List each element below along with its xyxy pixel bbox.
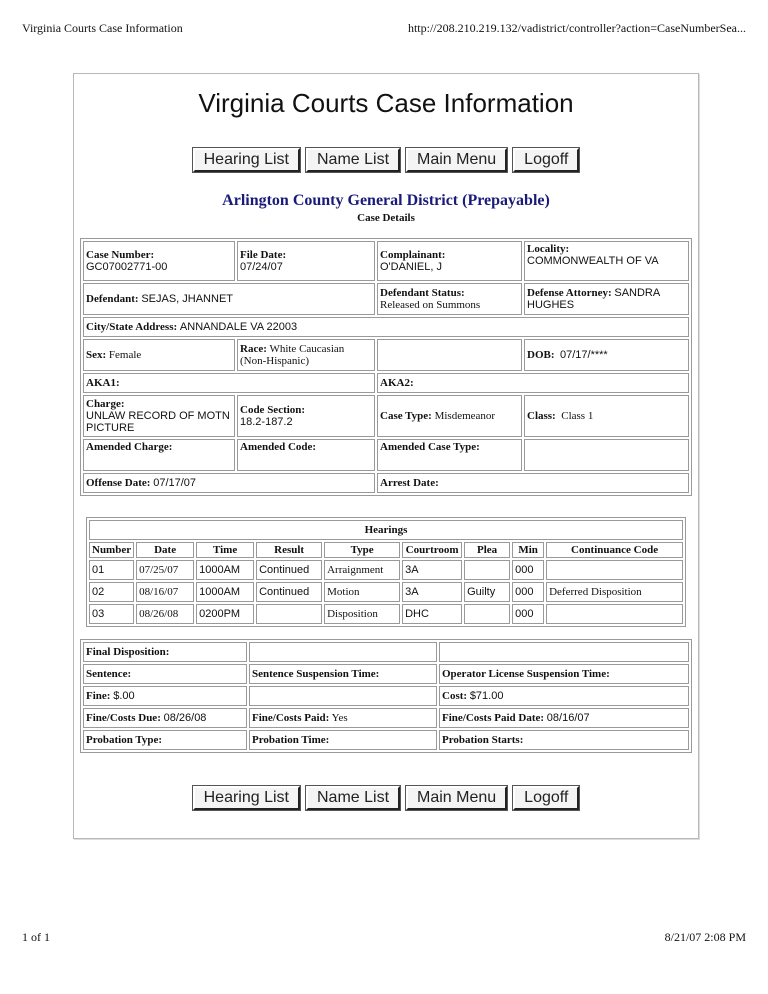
cell: Guilty [464,582,510,602]
cell: 03 [89,604,134,624]
probation-starts-cell: Probation Starts: [439,730,689,750]
cell: 08/16/07 [136,582,194,602]
cell: Deferred Disposition [546,582,683,602]
cell: 3A [402,582,462,602]
case-details-table [80,238,692,496]
cell [546,604,683,624]
table-row [83,664,689,684]
table-row [89,520,683,540]
address: ANNANDALE VA 22003 [179,321,298,333]
dob: 07/17/**** [560,349,608,361]
cell: Disposition [324,604,400,624]
sex: Female [108,349,142,361]
bottom-nav [74,786,698,810]
empty-cell [249,686,437,706]
amended-charge-cell: Amended Charge: [83,439,235,471]
complainant-cell: Complainant: O'DANIEL, J [377,241,522,281]
cell [464,604,510,624]
table-row [83,283,689,315]
hearings-header-row [89,542,683,558]
page-title: Virginia Courts Case Information [198,88,574,118]
table-row [83,642,689,662]
name-list-button[interactable]: Name List [306,786,400,810]
hearing-list-button[interactable]: Hearing List [193,786,300,810]
cell: 000 [512,560,544,580]
cell: 01 [89,560,134,580]
column-header: Plea [464,542,510,558]
sex-cell: Sex: Female [83,339,235,371]
cost-cell: Cost: $71.00 [439,686,689,706]
amended-case-type-cell: Amended Case Type: [377,439,522,471]
cell [546,560,683,580]
cell: 08/26/08 [136,604,194,624]
print-datetime: 8/21/07 2:08 PM [664,930,746,944]
column-header: Result [256,542,322,558]
table-row [83,708,689,728]
cell: Continued [256,582,322,602]
logoff-button[interactable]: Logoff [513,786,579,810]
defendant-status-cell: Defendant Status: Released on Summons [377,283,522,315]
fine-costs-paid-date: 08/16/07 [546,712,590,724]
defense-attorney: SANDRA HUGHES [527,287,660,311]
arrest-date-cell: Arrest Date: [377,473,689,493]
locality: COMMONWEALTH OF VA [527,255,659,267]
cell: Motion [324,582,400,602]
column-header: Continuance Code [546,542,683,558]
case-type: Misdemeanor [434,410,496,422]
case-type-cell: Case Type: Misdemeanor [377,395,522,437]
aka2-cell: AKA2: [377,373,689,393]
probation-time-cell: Probation Time: [249,730,437,750]
sentence-cell: Sentence: [83,664,247,684]
table-row [83,730,689,750]
cell: 000 [512,582,544,602]
operator-license-cell: Operator License Suspension Time: [439,664,689,684]
race: White Caucasian (Non-Hispanic) [240,343,345,367]
fine-costs-paid: Yes [331,712,348,724]
empty-cell [524,439,689,471]
cost: $71.00 [469,690,504,702]
table-row [83,439,689,471]
sentence-suspension-cell: Sentence Suspension Time: [249,664,437,684]
class: Class 1 [561,410,594,422]
print-header-url: http://208.210.219.132/vadistrict/controller?action=CaseNumberSea... [407,21,746,35]
page-count: 1 of 1 [22,930,50,944]
file-date-cell: File Date: 07/24/07 [237,241,375,281]
top-nav [74,148,698,172]
table-row [83,241,689,281]
defendant-status: Released on Summons [380,299,481,311]
page-frame [73,73,699,839]
cell: 07/25/07 [136,560,194,580]
amended-code-cell: Amended Code: [237,439,375,471]
table-row [89,582,683,602]
court-name: Arlington County General District (Prepayable) [222,192,550,209]
cell [256,604,322,624]
fine: $.00 [113,690,135,702]
logoff-button[interactable]: Logoff [513,148,579,172]
aka1-cell: AKA1: [83,373,375,393]
code-section: 18.2-187.2 [240,416,293,428]
case-number: GC07002771-00 [86,261,168,273]
class-cell: Class: Class 1 [524,395,689,437]
code-section-cell: Code Section: 18.2-187.2 [237,395,375,437]
cell: 02 [89,582,134,602]
case-details-heading: Case Details [357,212,415,224]
defendant: SEJAS, JHANNET [141,293,233,305]
print-header [22,21,746,36]
probation-type-cell: Probation Type: [83,730,247,750]
cell [464,560,510,580]
address-cell: City/State Address: ANNANDALE VA 22003 [83,317,689,337]
case-number-cell: Case Number: GC07002771-00 [83,241,235,281]
column-header: Date [136,542,194,558]
hearings-title: Hearings [89,520,683,540]
disposition-table [80,639,692,753]
empty-cell [249,642,437,662]
charge: UNLAW RECORD OF MOTN PICTURE [86,410,230,434]
empty-cell [439,642,689,662]
cell: 1000AM [196,560,254,580]
cell: 3A [402,560,462,580]
table-row [89,560,683,580]
table-row [83,395,689,437]
table-row [83,686,689,706]
table-row [83,473,689,493]
print-footer [22,930,746,945]
complainant: O'DANIEL, J [380,261,443,273]
final-disposition-cell: Final Disposition: [83,642,247,662]
fine-costs-due: 08/26/08 [163,712,207,724]
fine-costs-due-cell: Fine/Costs Due: 08/26/08 [83,708,247,728]
charge-cell: Charge: UNLAW RECORD OF MOTN PICTURE [83,395,235,437]
column-header: Time [196,542,254,558]
name-list-button[interactable]: Name List [306,148,400,172]
cell: Continued [256,560,322,580]
cell: Arraignment [324,560,400,580]
cell: 000 [512,604,544,624]
table-row [83,317,689,337]
offense-date-cell: Offense Date: 07/17/07 [83,473,375,493]
table-row [83,339,689,371]
fine-costs-paid-cell: Fine/Costs Paid: Yes [249,708,437,728]
dob-cell: DOB: 07/17/**** [524,339,689,371]
table-row [89,604,683,624]
locality-cell: Locality: COMMONWEALTH OF VA [524,241,689,281]
main-menu-button[interactable]: Main Menu [406,786,507,810]
race-cell: Race: White Caucasian (Non-Hispanic) [237,339,375,371]
table-row [83,373,689,393]
cell: DHC [402,604,462,624]
defense-attorney-cell: Defense Attorney: SANDRA HUGHES [524,283,689,315]
column-header: Type [324,542,400,558]
cell: 0200PM [196,604,254,624]
column-header: Courtroom [402,542,462,558]
cell: 1000AM [196,582,254,602]
file-date: 07/24/07 [240,261,283,273]
main-menu-button[interactable]: Main Menu [406,148,507,172]
empty-cell [377,339,522,371]
fine-cell: Fine: $.00 [83,686,247,706]
fine-costs-paid-date-cell: Fine/Costs Paid Date: 08/16/07 [439,708,689,728]
defendant-cell: Defendant: SEJAS, JHANNET [83,283,375,315]
hearings-table [86,517,686,627]
hearing-list-button[interactable]: Hearing List [193,148,300,172]
offense-date: 07/17/07 [153,477,197,489]
column-header: Number [89,542,134,558]
print-header-title: Virginia Courts Case Information [22,21,183,35]
column-header: Min [512,542,544,558]
